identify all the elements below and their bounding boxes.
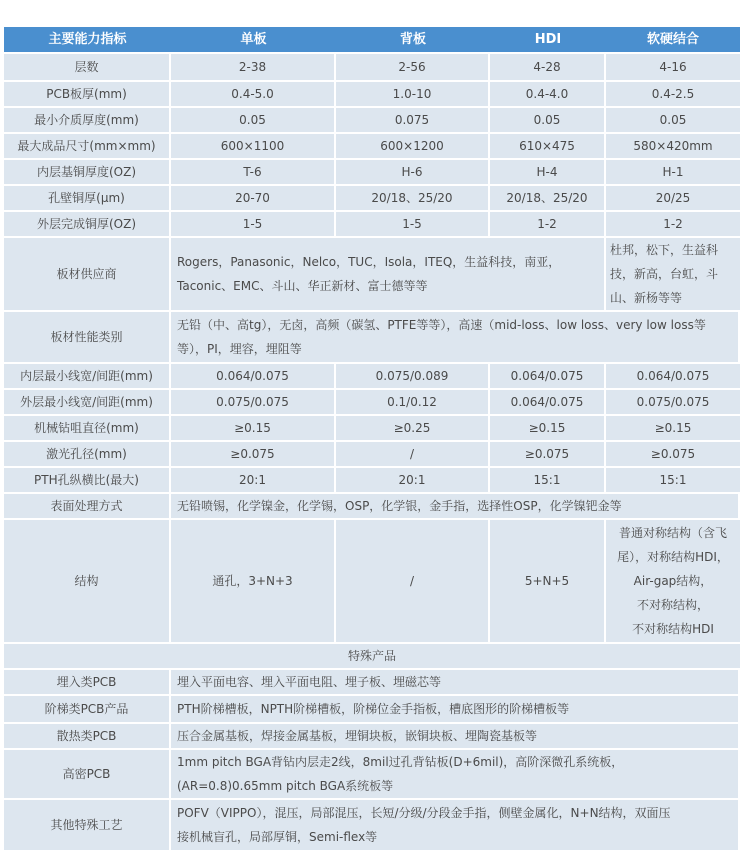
cell: 20/25	[606, 186, 740, 210]
cell: 0.05	[171, 108, 336, 132]
row-label: 机械钻咀直径(mm)	[4, 416, 171, 440]
supplier-main-cell: Rogers，Panasonic，Nelco，TUC，Isola，ITEQ，生益科技，南亚，Taconic、EMC、斗山、华正新材、富士德等等	[171, 238, 606, 310]
cell: T-6	[171, 160, 336, 184]
pcb-capability-table	[4, 25, 740, 852]
cell: 0.064/0.075	[171, 364, 336, 388]
cell: 通孔，3+N+3	[171, 520, 336, 642]
cell: /	[336, 442, 490, 466]
cell: ≥0.15	[171, 416, 336, 440]
cell: 580×420mm	[606, 134, 740, 158]
cell: 1-5	[336, 212, 490, 236]
row-label: 阶梯类PCB产品	[4, 696, 171, 722]
cell: /	[336, 520, 490, 642]
cell: 2-56	[336, 54, 490, 80]
cell: 0.075/0.089	[336, 364, 490, 388]
cell: 0.4-4.0	[490, 82, 606, 106]
cell: ≥0.075	[171, 442, 336, 466]
cell: 600×1100	[171, 134, 336, 158]
special-cell	[171, 800, 740, 850]
table-row	[4, 468, 740, 492]
cell: 15:1	[606, 468, 740, 492]
special-row	[4, 800, 740, 850]
cell: 610×475	[490, 134, 606, 158]
supplier-rigid-flex-cell: 杜邦，松下，生益科技，新高，台虹，斗山、新杨等等	[606, 238, 740, 310]
cell: ≥0.25	[336, 416, 490, 440]
cell: ≥0.075	[490, 442, 606, 466]
special-line: POFV（VIPPO），混压，局部混压，长短/分级/分段金手指，侧壁金属化，N+N结构，双面压	[177, 806, 671, 820]
special-row	[4, 696, 740, 722]
structure-line: 尾），对称结构HDI，	[617, 550, 729, 564]
cell: H-1	[606, 160, 740, 184]
cell: 20:1	[336, 468, 490, 492]
row-label: 板材性能类别	[4, 312, 171, 362]
table-row	[4, 134, 740, 158]
row-label: 最大成品尺寸(mm×mm)	[4, 134, 171, 158]
row-label: 散热类PCB	[4, 724, 171, 748]
table-row-performance	[4, 312, 740, 362]
row-label: 层数	[4, 54, 171, 80]
header-single-board: 单板	[171, 27, 336, 52]
header-rigid-flex: 软硬结合	[606, 27, 740, 52]
cell: 0.075	[336, 108, 490, 132]
cell: 20/18、25/20	[490, 186, 606, 210]
special-cell	[171, 750, 740, 798]
structure-rigid-flex-cell	[606, 520, 740, 642]
row-label: 板材供应商	[4, 238, 171, 310]
table-row	[4, 186, 740, 210]
cell: 1-2	[606, 212, 740, 236]
performance-cell: 无铅（中、高tg），无卤，高频（碳氢、PTFE等等），高速（mid-loss、low loss、very low loss等等），PI，埋容，埋阻等	[171, 312, 740, 362]
cell: 600×1200	[336, 134, 490, 158]
cell: 20-70	[171, 186, 336, 210]
special-cell: 压合金属基板，焊接金属基板，埋铜块板，嵌铜块板、埋陶瓷基板等	[171, 724, 740, 748]
row-label: 激光孔径(mm)	[4, 442, 171, 466]
row-label: 埋入类PCB	[4, 670, 171, 694]
special-line: 1mm pitch BGA背钻内层走2线，8mil过孔背钻板(D+6mil)，高阶深微孔系统板，	[177, 755, 624, 769]
cell: 1-5	[171, 212, 336, 236]
table-row	[4, 54, 740, 80]
cell: ≥0.15	[606, 416, 740, 440]
table-row-structure	[4, 520, 740, 642]
cell: 4-28	[490, 54, 606, 80]
table-header-row	[4, 27, 740, 52]
cell: 0.064/0.075	[490, 390, 606, 414]
cell: ≥0.075	[606, 442, 740, 466]
cell: 0.05	[490, 108, 606, 132]
table-row	[4, 82, 740, 106]
table-row	[4, 212, 740, 236]
table-row	[4, 416, 740, 440]
special-row	[4, 670, 740, 694]
cell: 0.1/0.12	[336, 390, 490, 414]
header-hdi: HDI	[490, 27, 606, 52]
cell: ≥0.15	[490, 416, 606, 440]
cell: 0.075/0.075	[171, 390, 336, 414]
cell: H-6	[336, 160, 490, 184]
cell: 0.064/0.075	[490, 364, 606, 388]
cell: 1-2	[490, 212, 606, 236]
structure-line: 不对称结构，	[636, 598, 709, 612]
table-row-supplier	[4, 238, 740, 310]
surface-cell: 无铅喷锡，化学镍金，化学锡，OSP，化学银，金手指，选择性OSP，化学镍钯金等	[171, 494, 740, 518]
row-label: 外层完成铜厚(OZ)	[4, 212, 171, 236]
row-label: 高密PCB	[4, 750, 171, 798]
cell: 20:1	[171, 468, 336, 492]
special-row	[4, 724, 740, 748]
row-label: 最小介质厚度(mm)	[4, 108, 171, 132]
row-label: 其他特殊工艺	[4, 800, 171, 850]
cell: 20/18、25/20	[336, 186, 490, 210]
cell: 4-16	[606, 54, 740, 80]
cell: 0.4-5.0	[171, 82, 336, 106]
structure-line: Air-gap结构，	[633, 574, 713, 588]
table-row	[4, 390, 740, 414]
table-row	[4, 108, 740, 132]
special-products-title-row	[4, 644, 740, 668]
cell: 2-38	[171, 54, 336, 80]
table-row	[4, 442, 740, 466]
row-label: 结构	[4, 520, 171, 642]
cell: 0.05	[606, 108, 740, 132]
special-cell: 埋入平面电容、埋入平面电阻、埋子板、埋磁芯等	[171, 670, 740, 694]
row-label: 内层最小线宽/间距(mm)	[4, 364, 171, 388]
structure-line: 普通对称结构（含飞	[618, 526, 727, 540]
table-row-surface	[4, 494, 740, 518]
cell: 15:1	[490, 468, 606, 492]
special-line: 接机械盲孔，局部厚铜，Semi-flex等	[177, 830, 378, 844]
row-label: PTH孔纵横比(最大)	[4, 468, 171, 492]
row-label: 表面处理方式	[4, 494, 171, 518]
header-capability: 主要能力指标	[4, 27, 171, 52]
cell: 0.4-2.5	[606, 82, 740, 106]
cell: 1.0-10	[336, 82, 490, 106]
special-line: (AR=0.8)0.65mm pitch BGA系统板等	[177, 779, 394, 793]
structure-line: 不对称结构HDI	[632, 622, 714, 636]
row-label: 内层基铜厚度(OZ)	[4, 160, 171, 184]
table-row	[4, 160, 740, 184]
row-label: 孔壁铜厚(μm)	[4, 186, 171, 210]
cell: 0.075/0.075	[606, 390, 740, 414]
row-label: 外层最小线宽/间距(mm)	[4, 390, 171, 414]
cell: 5+N+5	[490, 520, 606, 642]
special-row	[4, 750, 740, 798]
table-row	[4, 364, 740, 388]
cell: H-4	[490, 160, 606, 184]
header-backplane: 背板	[336, 27, 490, 52]
special-products-title: 特殊产品	[4, 644, 740, 668]
row-label: PCB板厚(mm)	[4, 82, 171, 106]
special-cell: PTH阶梯槽板，NPTH阶梯槽板，阶梯位金手指板，槽底图形的阶梯槽板等	[171, 696, 740, 722]
cell: 0.064/0.075	[606, 364, 740, 388]
